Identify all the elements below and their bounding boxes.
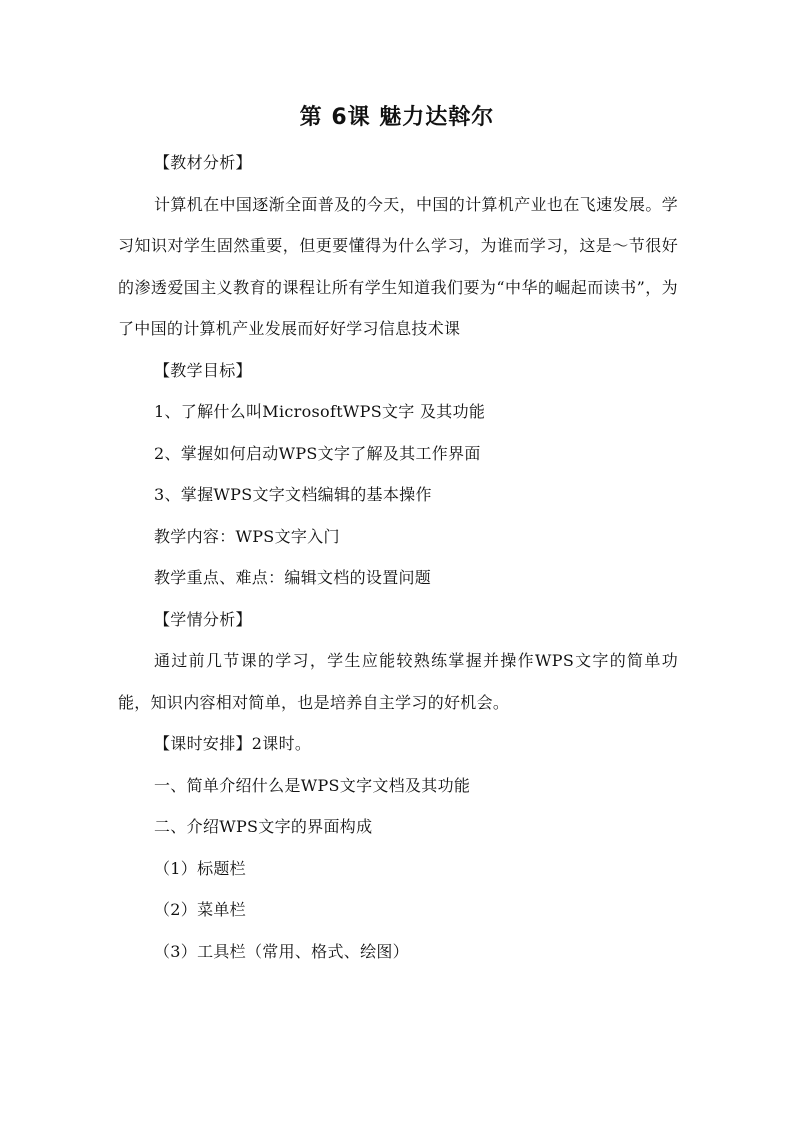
section-heading-material: 【教材分析】 — [154, 153, 252, 172]
interface-item-1: （1）标题栏 — [154, 858, 246, 878]
interface-item-2: （2）菜单栏 — [154, 900, 246, 919]
material-paragraph: 计算机在中国逐渐全面普及的今天，中国的计算机产业也在飞速发展。学习知识对学生固然重要，但更要懂得为什么学习，为谁而学习，这是～节很好的渗透爱国主义教育的课程让所有学生知道我们要为“中华的崛起而读书”，为了中国的计算机产业发展而好好学习信息技术课 — [118, 194, 678, 338]
content-line: 教学内容：WPS文字入门 — [154, 526, 340, 546]
schedule-line: 【课时安排】2课时。 — [154, 734, 312, 753]
goal-item-2: 2、掌握如何启动WPS文字了解及其工作界面 — [154, 443, 481, 463]
step-item-1: 一、简单介绍什么是WPS文字文档及其功能 — [154, 775, 471, 795]
document-body — [118, 142, 678, 972]
goal-item-3: 3、掌握WPS文字文档编辑的基本操作 — [154, 485, 432, 504]
step-item-2: 二、介绍WPS文字的界面构成 — [154, 817, 373, 836]
keypoints-line: 教学重点、难点：编辑文档的设置问题 — [154, 568, 432, 587]
interface-item-3: （3）工具栏（常用、格式、绘图） — [154, 941, 409, 961]
goal-item-1: 1、了解什么叫MicrosoftWPS文字 及其功能 — [154, 402, 486, 421]
section-heading-goals: 【教学目标】 — [154, 360, 252, 380]
page-title: 第 6课 魅力达斡尔 — [299, 105, 495, 130]
students-paragraph: 通过前几节课的学习，学生应能较熟练掌握并操作WPS文字的简单功能，知识内容相对简单，也是培养自主学习的好机会。 — [118, 651, 678, 712]
section-heading-students: 【学情分析】 — [154, 609, 252, 629]
